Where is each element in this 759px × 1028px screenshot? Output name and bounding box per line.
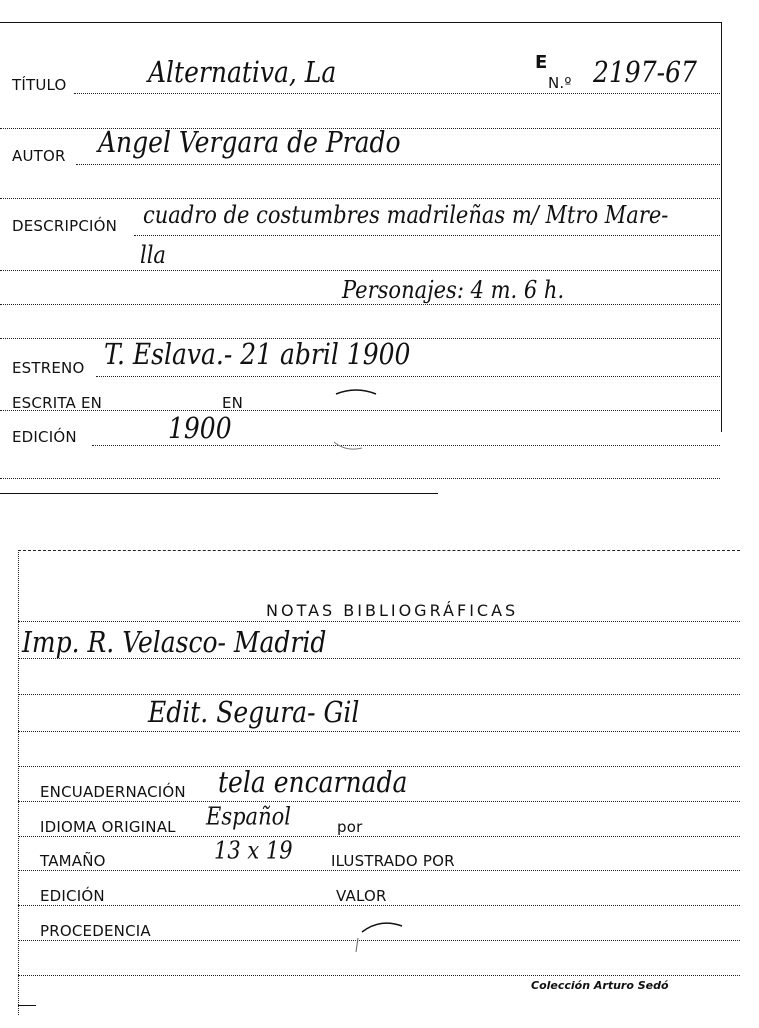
escrita-en-label: ESCRITA EN: [12, 394, 103, 412]
edicion2-line: [18, 905, 740, 906]
edicion-line: [92, 445, 720, 446]
line-2: [0, 128, 720, 129]
edicion-label: EDICIÓN: [12, 428, 77, 446]
titulo-line: [74, 93, 720, 94]
descripcion-line: [134, 235, 720, 236]
descripcion-line2: lla: [140, 241, 166, 269]
idioma-value: Español: [206, 802, 291, 830]
edicion-value: 1900: [168, 411, 232, 445]
tamano-label: TAMAÑO: [40, 852, 106, 870]
card2-top-border: [18, 550, 740, 551]
descripcion-line1: cuadro de costumbres madrileñas m/ Mtro Mare-: [143, 201, 669, 229]
encuadernacion-value: tela encarnada: [218, 765, 408, 799]
estreno-line: [96, 376, 720, 377]
idioma-label: IDIOMA ORIGINAL: [40, 818, 176, 836]
autor-label: AUTOR: [12, 147, 66, 165]
numero-prefix: E: [535, 52, 548, 73]
encuadernacion-line: [18, 801, 740, 802]
card1-top-border: [0, 22, 722, 23]
idioma-line: [18, 836, 740, 837]
line-6: [0, 270, 720, 271]
titulo-value: Alternativa, La: [148, 55, 337, 89]
titulo-label: TÍTULO: [12, 76, 67, 94]
line-12: [0, 478, 720, 479]
por-label: por: [337, 818, 363, 836]
tamano-value: 13 x 19: [214, 836, 293, 864]
numero-value: 2197-67: [593, 55, 697, 89]
punch-mark: [326, 386, 386, 456]
punch-mark-2: [352, 912, 412, 982]
encuadernacion-label: ENCUADERNACIÓN: [40, 783, 186, 801]
notes-line2: Edit. Segura- Gil: [148, 695, 360, 729]
autor-line: [76, 164, 720, 165]
edicion2-label: EDICIÓN: [40, 887, 105, 905]
descripcion-label: DESCRIPCIÓN: [12, 217, 118, 235]
notas-heading: NOTAS BIBLIOGRÁFICAS: [266, 601, 519, 620]
line-4: [0, 198, 720, 199]
descripcion-line3: Personajes: 4 m. 6 h.: [342, 276, 565, 304]
notes-line-2: [18, 658, 740, 659]
notes-line-3: [18, 694, 740, 695]
notes-line-4: [18, 731, 740, 732]
tamano-line: [18, 870, 740, 871]
procedencia-label: PROCEDENCIA: [40, 922, 151, 940]
autor-value: Angel Vergara de Prado: [98, 125, 401, 159]
card1-bottom-border: [0, 493, 438, 494]
en-label: EN: [222, 394, 244, 412]
estreno-value: T. Eslava.- 21 abril 1900: [104, 337, 411, 371]
corner-mark: [18, 1005, 36, 1006]
collection-credit: Colección Arturo Sedó: [531, 979, 669, 992]
notes-line1: Imp. R. Velasco- Madrid: [22, 625, 327, 659]
estreno-label: ESTRENO: [12, 359, 85, 377]
card1-right-border: [721, 22, 722, 432]
card2-left-border: [18, 550, 19, 1015]
numero-label: N.º: [548, 74, 572, 92]
ilustrado-label: ILUSTRADO POR: [331, 852, 455, 870]
notes-line-1: [18, 621, 740, 622]
line-7: [0, 304, 720, 305]
valor-label: VALOR: [336, 887, 387, 905]
